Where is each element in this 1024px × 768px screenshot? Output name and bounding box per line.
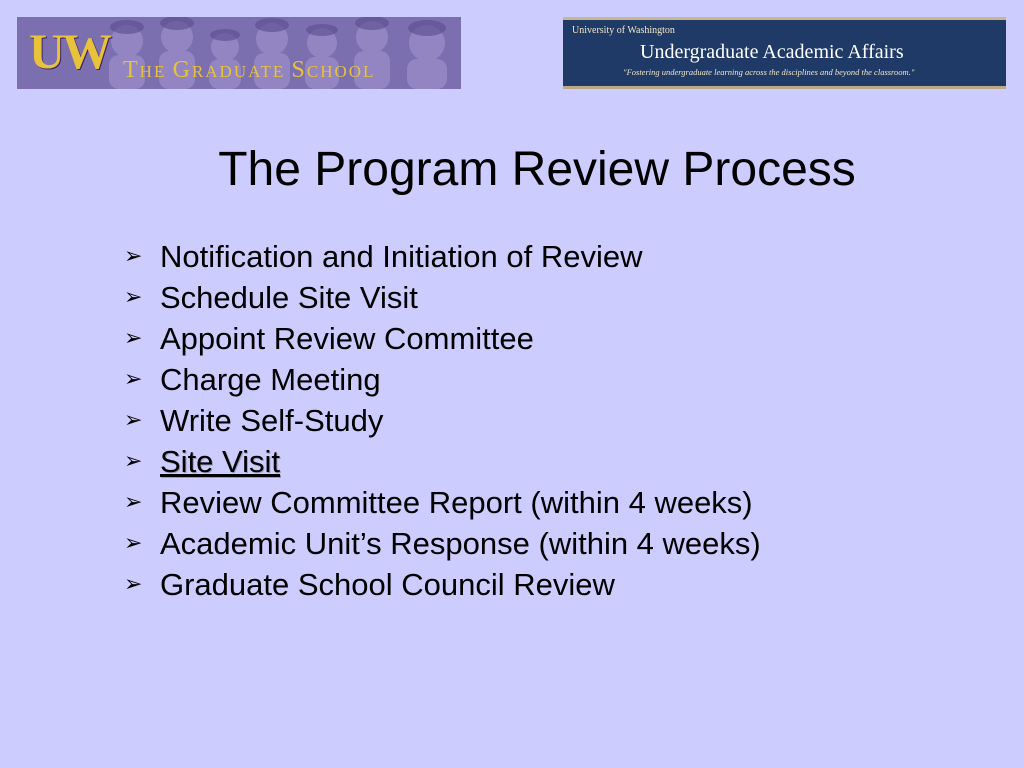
bullet-item bbox=[124, 277, 761, 318]
uaa-tagline: "Fostering undergraduate learning across the disciplines and beyond the classroom." bbox=[623, 67, 915, 77]
bullet-item bbox=[124, 523, 761, 564]
uw-logo: UW bbox=[29, 23, 110, 79]
site-visit-link[interactable]: Site Visit bbox=[160, 443, 281, 479]
arrow-bullet-icon: ➢ bbox=[124, 325, 143, 351]
bullet-text: Appoint Review Committee bbox=[160, 320, 534, 356]
arrow-bullet-icon: ➢ bbox=[124, 530, 143, 556]
graduate-school-banner bbox=[17, 17, 461, 89]
arrow-bullet-icon: ➢ bbox=[124, 243, 143, 269]
arrow-bullet-icon: ➢ bbox=[124, 571, 143, 597]
arrow-bullet-icon: ➢ bbox=[124, 448, 143, 474]
arrow-bullet-icon: ➢ bbox=[124, 284, 143, 310]
bullet-item bbox=[124, 564, 761, 605]
bullet-text: Review Committee Report (within 4 weeks) bbox=[160, 484, 753, 520]
bullet-item bbox=[124, 482, 761, 523]
arrow-bullet-icon: ➢ bbox=[124, 366, 143, 392]
slide-title: The Program Review Process bbox=[218, 143, 856, 196]
bullet-text: Notification and Initiation of Review bbox=[160, 238, 643, 274]
bullet-item bbox=[124, 359, 761, 400]
bullet-text: Charge Meeting bbox=[160, 361, 381, 397]
bullet-text: Schedule Site Visit bbox=[160, 279, 418, 315]
arrow-bullet-icon: ➢ bbox=[124, 407, 143, 433]
bullet-item bbox=[124, 400, 761, 441]
bullet-list bbox=[124, 236, 761, 605]
bullet-item bbox=[124, 318, 761, 359]
bullet-text: Write Self-Study bbox=[160, 402, 384, 438]
graduate-school-wordmark: THE GRADUATE SCHOOL bbox=[123, 57, 376, 83]
undergraduate-academic-affairs-banner bbox=[563, 17, 1006, 89]
uaa-title: Undergraduate Academic Affairs bbox=[640, 41, 904, 63]
bullet-item bbox=[124, 236, 761, 277]
arrow-bullet-icon: ➢ bbox=[124, 489, 143, 515]
bullet-item[interactable] bbox=[124, 441, 761, 482]
banner-stripe bbox=[563, 17, 1006, 20]
bullet-text: Graduate School Council Review bbox=[160, 566, 615, 602]
bullet-text: Academic Unit’s Response (within 4 weeks) bbox=[160, 525, 761, 561]
university-name: University of Washington bbox=[572, 25, 675, 36]
